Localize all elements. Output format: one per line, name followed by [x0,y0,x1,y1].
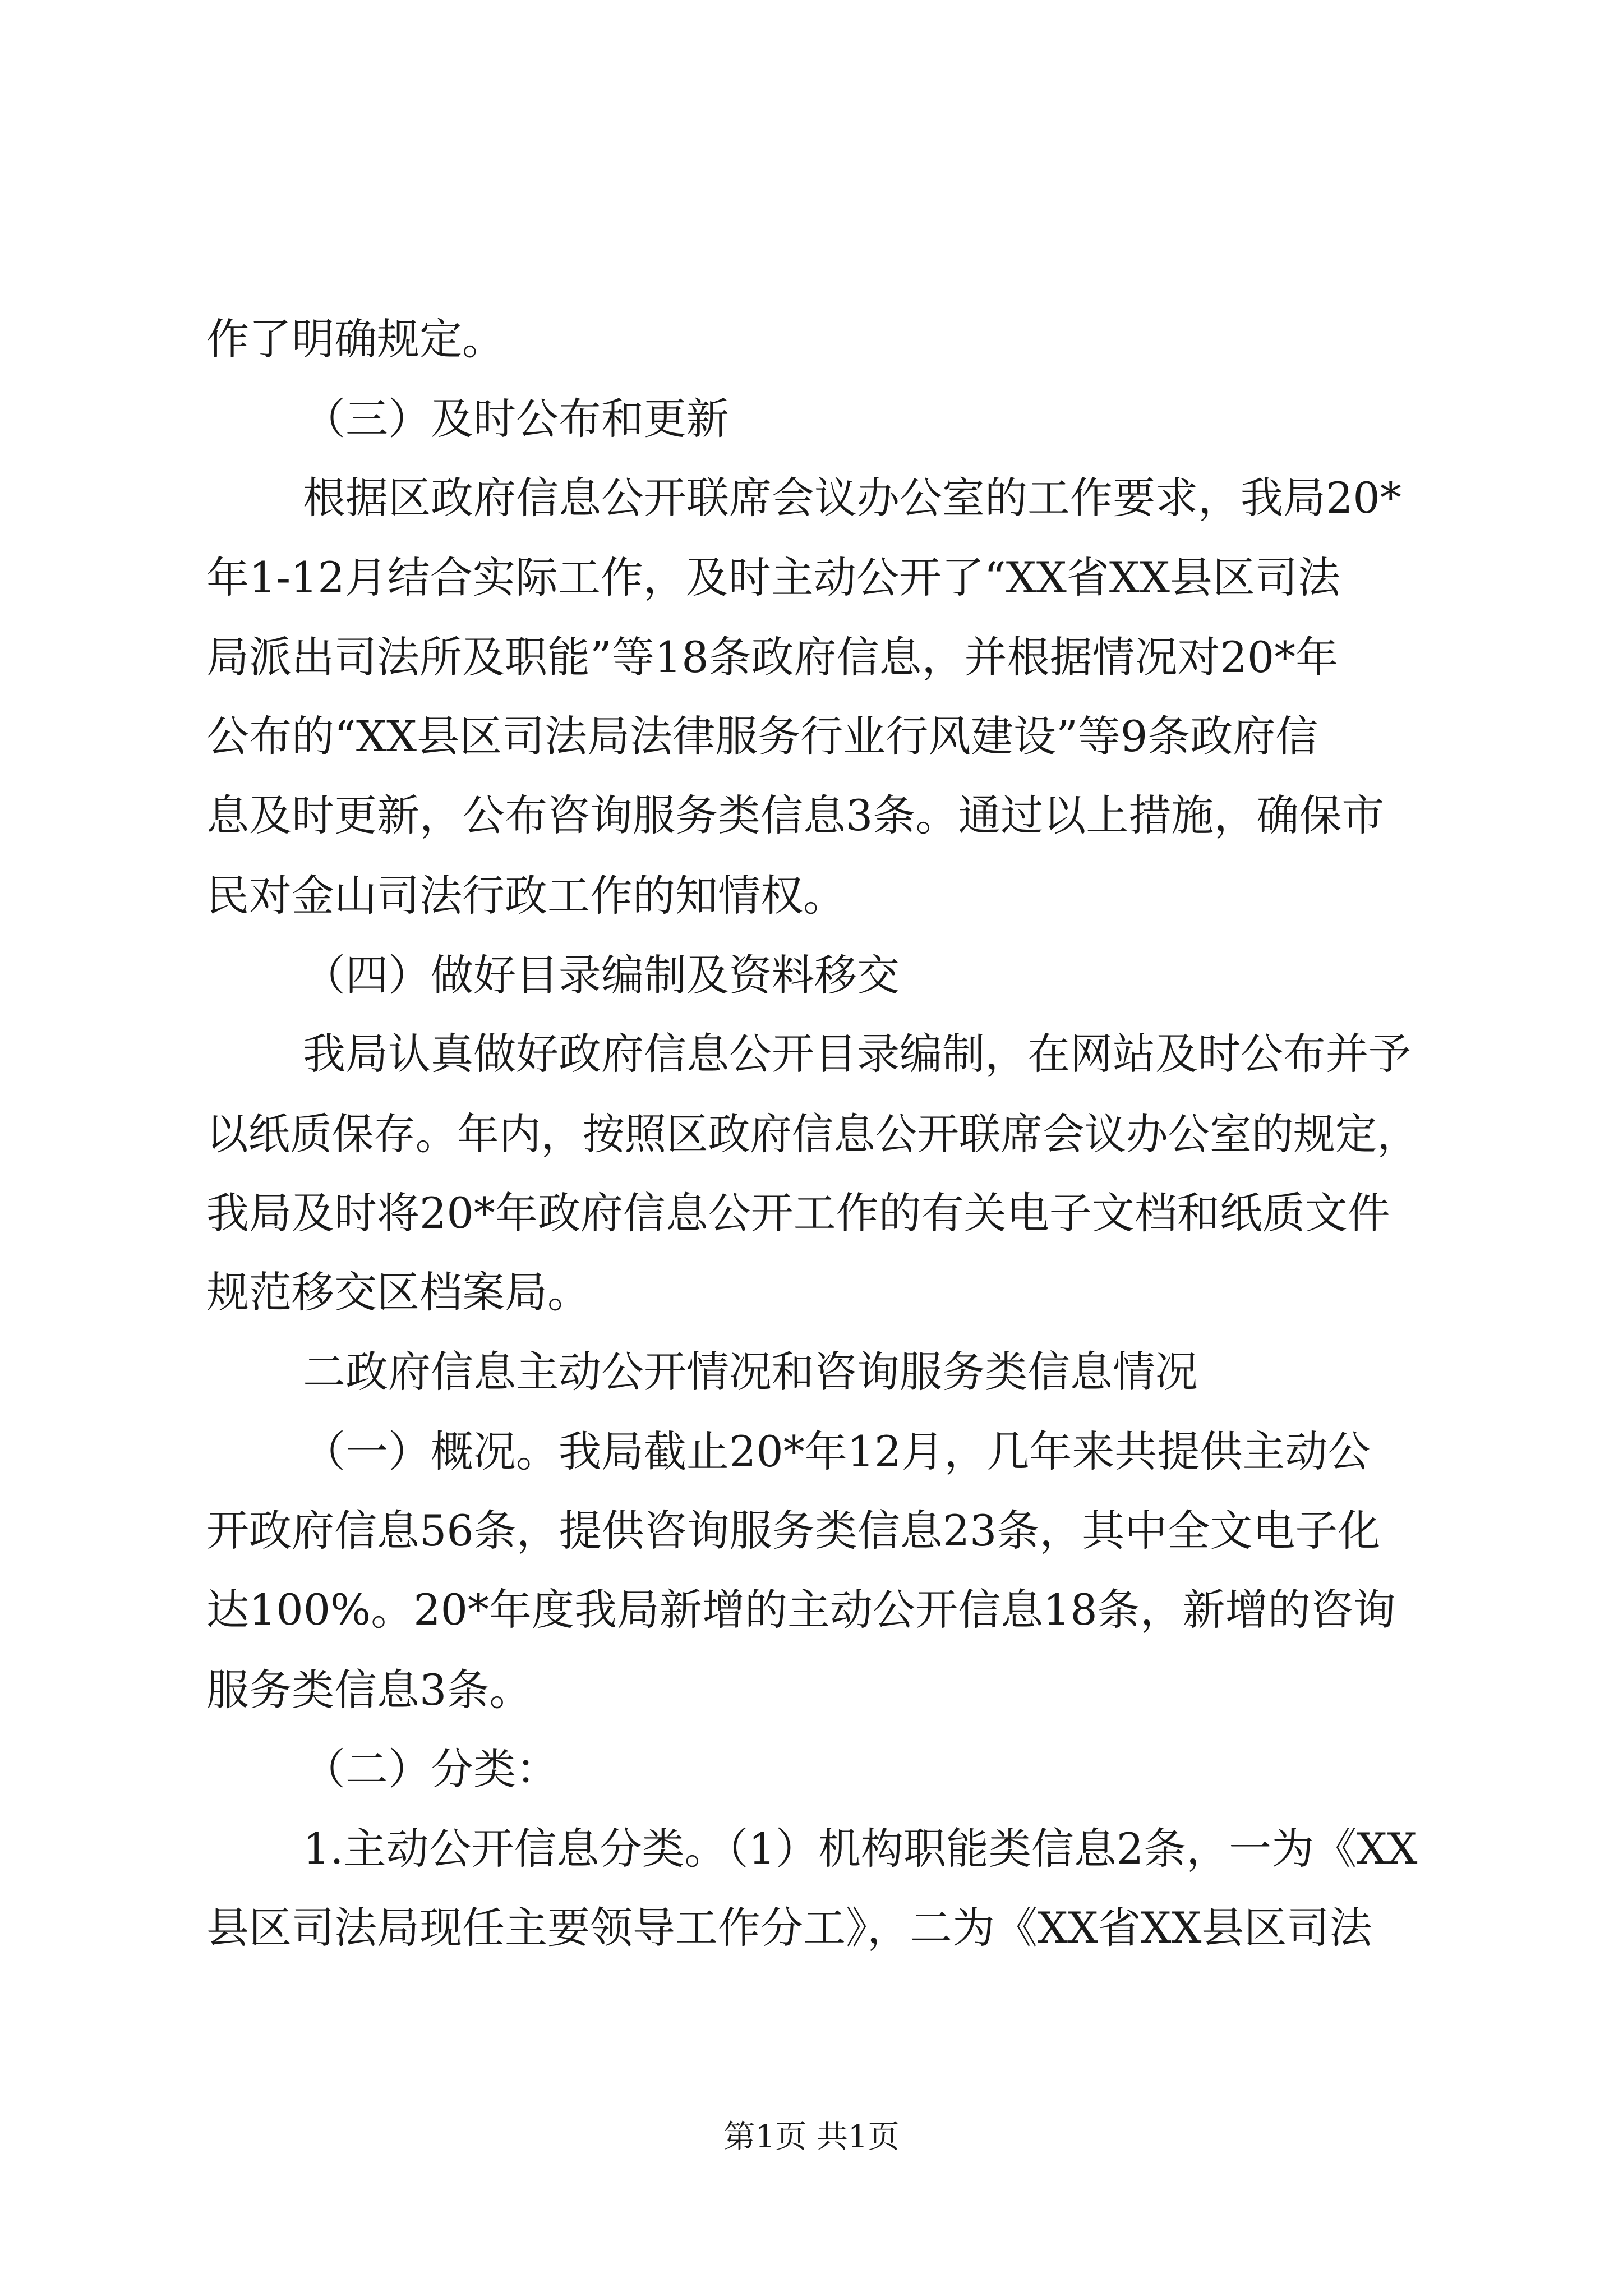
document-page: 作了明确规定。 （三）及时公布和更新 根据区政府信息公开联席会议办公室的工作要求，我局20* 年1-12月结合实际工作，及时主动公开了“XX省XX县区司法 局派出司法所及职能”等18条政府信息，并根据情况对20*年 公布的“XX县区司法局法律服务行业行风建设”等9条政府信 息及时更新，公布咨询服务类信息3条。通过以上措施，确保市 民对金山司法行政工作的知情权。 （四）做好目录编制及资料移交 我局认真做好政府信息公开目录编制，在网站及时公布并予 以纸质保存。年内，按照区政府信息公开联席会议办公室的规定， 我局及时将20*年政府信息公开工作的有关电子文档和纸质文件 规范移交区档案局。 二政府信息主动公开情况和咨询服务类信息情况 （一）概况。我局截止20*年12月，几年来共提供主动公 开政府信息56条，提供咨询服务类信息23条，其中全文电子化 达100%。20*年度我局新增的主动公开信息18条，新增的咨询 服务类信息3条。 （二）分类： 1.主动公开信息分类。（1）机构职能类信息2条，一为《XX 县区司法局现任主要领导工作分工》，二为《XX省XX县区司法 第1页 共1页 [0,0,1623,2296]
page-footer: 第1页 共1页 [723,2119,900,2155]
